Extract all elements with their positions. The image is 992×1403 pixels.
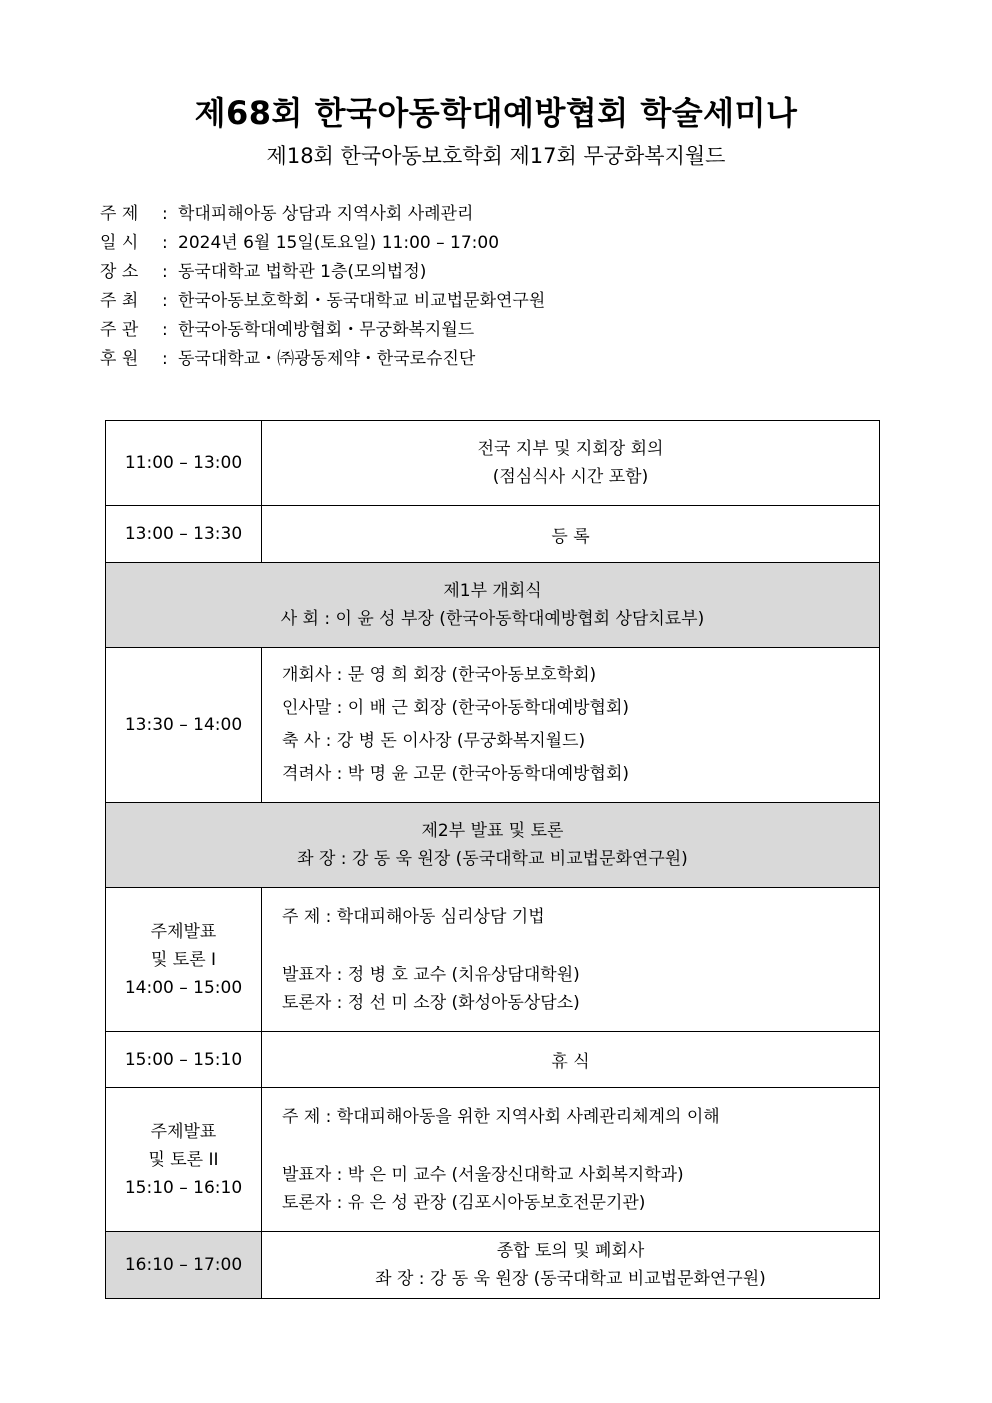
info-value: 2024년 6월 15일(토요일) 11:00 – 17:00 (178, 233, 500, 253)
session-cell (262, 888, 880, 1032)
part-header-row (106, 803, 880, 888)
info-colon: : (162, 291, 168, 311)
schedule-row (106, 648, 880, 803)
session-title: 전국 지부 및 지회장 회의 (477, 439, 664, 459)
session-time: 14:00 – 15:00 (124, 977, 243, 998)
time-cell: 11:00 – 13:00 (106, 421, 262, 506)
info-value: 한국아동학대예방협회・무궁화복지월드 (178, 320, 475, 340)
info-row-date (100, 229, 545, 258)
session-label: 및 토론 I (150, 949, 217, 970)
schedule-row (106, 888, 880, 1032)
info-row-sponsor (100, 345, 545, 374)
info-label: 주 최 (100, 291, 139, 311)
part-header-row (106, 563, 880, 648)
schedule-row (106, 1032, 880, 1088)
info-label: 일 시 (100, 233, 139, 253)
session-cell (262, 1232, 880, 1299)
discussant-line: 토론자 : 유 은 성 관장 (김포시아동보호전문기관) (282, 1192, 646, 1213)
info-label: 주 관 (100, 320, 139, 340)
schedule-table (105, 420, 880, 1299)
time-cell: 13:30 – 14:00 (106, 648, 262, 803)
session-cell (262, 1088, 880, 1232)
time-cell (106, 888, 262, 1032)
schedule-row (106, 1088, 880, 1232)
info-value: 한국아동보호학회・동국대학교 비교법문화연구원 (178, 291, 546, 311)
info-colon: : (162, 320, 168, 340)
spacer (282, 1131, 879, 1161)
time-cell: 16:10 – 17:00 (106, 1232, 262, 1299)
schedule-row (106, 1232, 880, 1299)
part-title: 제2부 발표 및 토론 (421, 821, 564, 841)
session-label: 주제발표 (150, 1121, 217, 1142)
info-value: 학대피해아동 상담과 지역사회 사례관리 (178, 204, 474, 224)
session-cell (262, 648, 880, 803)
presenter-line: 발표자 : 정 병 호 교수 (치유상담대학원) (282, 964, 580, 985)
speaker-line: 개회사 : 문 영 희 회장 (한국아동보호학회) (282, 665, 597, 685)
info-colon: : (162, 204, 168, 224)
info-value: 동국대학교 법학관 1층(모의법정) (178, 262, 427, 282)
session-label: 및 토론 II (148, 1149, 219, 1170)
info-label: 장 소 (100, 262, 139, 282)
discussant-line: 토론자 : 정 선 미 소장 (화성아동상담소) (282, 992, 580, 1013)
time-cell: 13:00 – 13:30 (106, 506, 262, 563)
part-header-cell (106, 563, 880, 648)
info-row-organizer (100, 316, 545, 345)
part-moderator: 사 회 : 이 윤 성 부장 (한국아동학대예방협회 상담치료부) (280, 609, 705, 629)
schedule-row (106, 506, 880, 563)
info-row-host (100, 287, 545, 316)
event-info (100, 200, 545, 374)
page-title: 제68회 한국아동학대예방협회 학술세미나 (194, 94, 798, 132)
speaker-line: 격려사 : 박 명 윤 고문 (한국아동학대예방협회) (282, 764, 630, 784)
speaker-line: 축 사 : 강 병 돈 이사장 (무궁화복지월드) (282, 731, 586, 751)
info-colon: : (162, 349, 168, 369)
info-value: 동국대학교・㈜광동제약・한국로슈진단 (178, 349, 476, 369)
part-header-cell (106, 803, 880, 888)
info-row-theme (100, 200, 545, 229)
info-label: 후 원 (100, 349, 139, 369)
info-colon: : (162, 233, 168, 253)
part-moderator: 좌 장 : 강 동 욱 원장 (동국대학교 비교법문화연구원) (297, 849, 688, 869)
session-note: (점심식사 시간 포함) (492, 467, 649, 487)
session-cell: 등 록 (262, 506, 880, 563)
time-cell (106, 1088, 262, 1232)
spacer (282, 931, 879, 961)
info-row-venue (100, 258, 545, 287)
session-cell: 휴 식 (262, 1032, 880, 1088)
info-label: 주 제 (100, 204, 139, 224)
session-moderator: 좌 장 : 강 동 욱 원장 (동국대학교 비교법문화연구원) (375, 1269, 766, 1289)
presenter-line: 발표자 : 박 은 미 교수 (서울장신대학교 사회복지학과) (282, 1164, 684, 1185)
speaker-line: 인사말 : 이 배 근 회장 (한국아동학대예방협회) (282, 698, 630, 718)
topic-line: 주 제 : 학대피해아동 심리상담 기법 (282, 906, 545, 927)
page-subtitle: 제18회 한국아동보호학회 제17회 무궁화복지월드 (266, 144, 726, 168)
topic-line: 주 제 : 학대피해아동을 위한 지역사회 사례관리체계의 이해 (282, 1106, 720, 1127)
time-cell: 15:00 – 15:10 (106, 1032, 262, 1088)
session-time: 15:10 – 16:10 (124, 1177, 243, 1198)
session-cell (262, 421, 880, 506)
schedule-row (106, 421, 880, 506)
session-label: 주제발표 (150, 921, 217, 942)
session-title: 종합 토의 및 폐회사 (496, 1241, 645, 1261)
part-title: 제1부 개회식 (443, 581, 542, 601)
info-colon: : (162, 262, 168, 282)
